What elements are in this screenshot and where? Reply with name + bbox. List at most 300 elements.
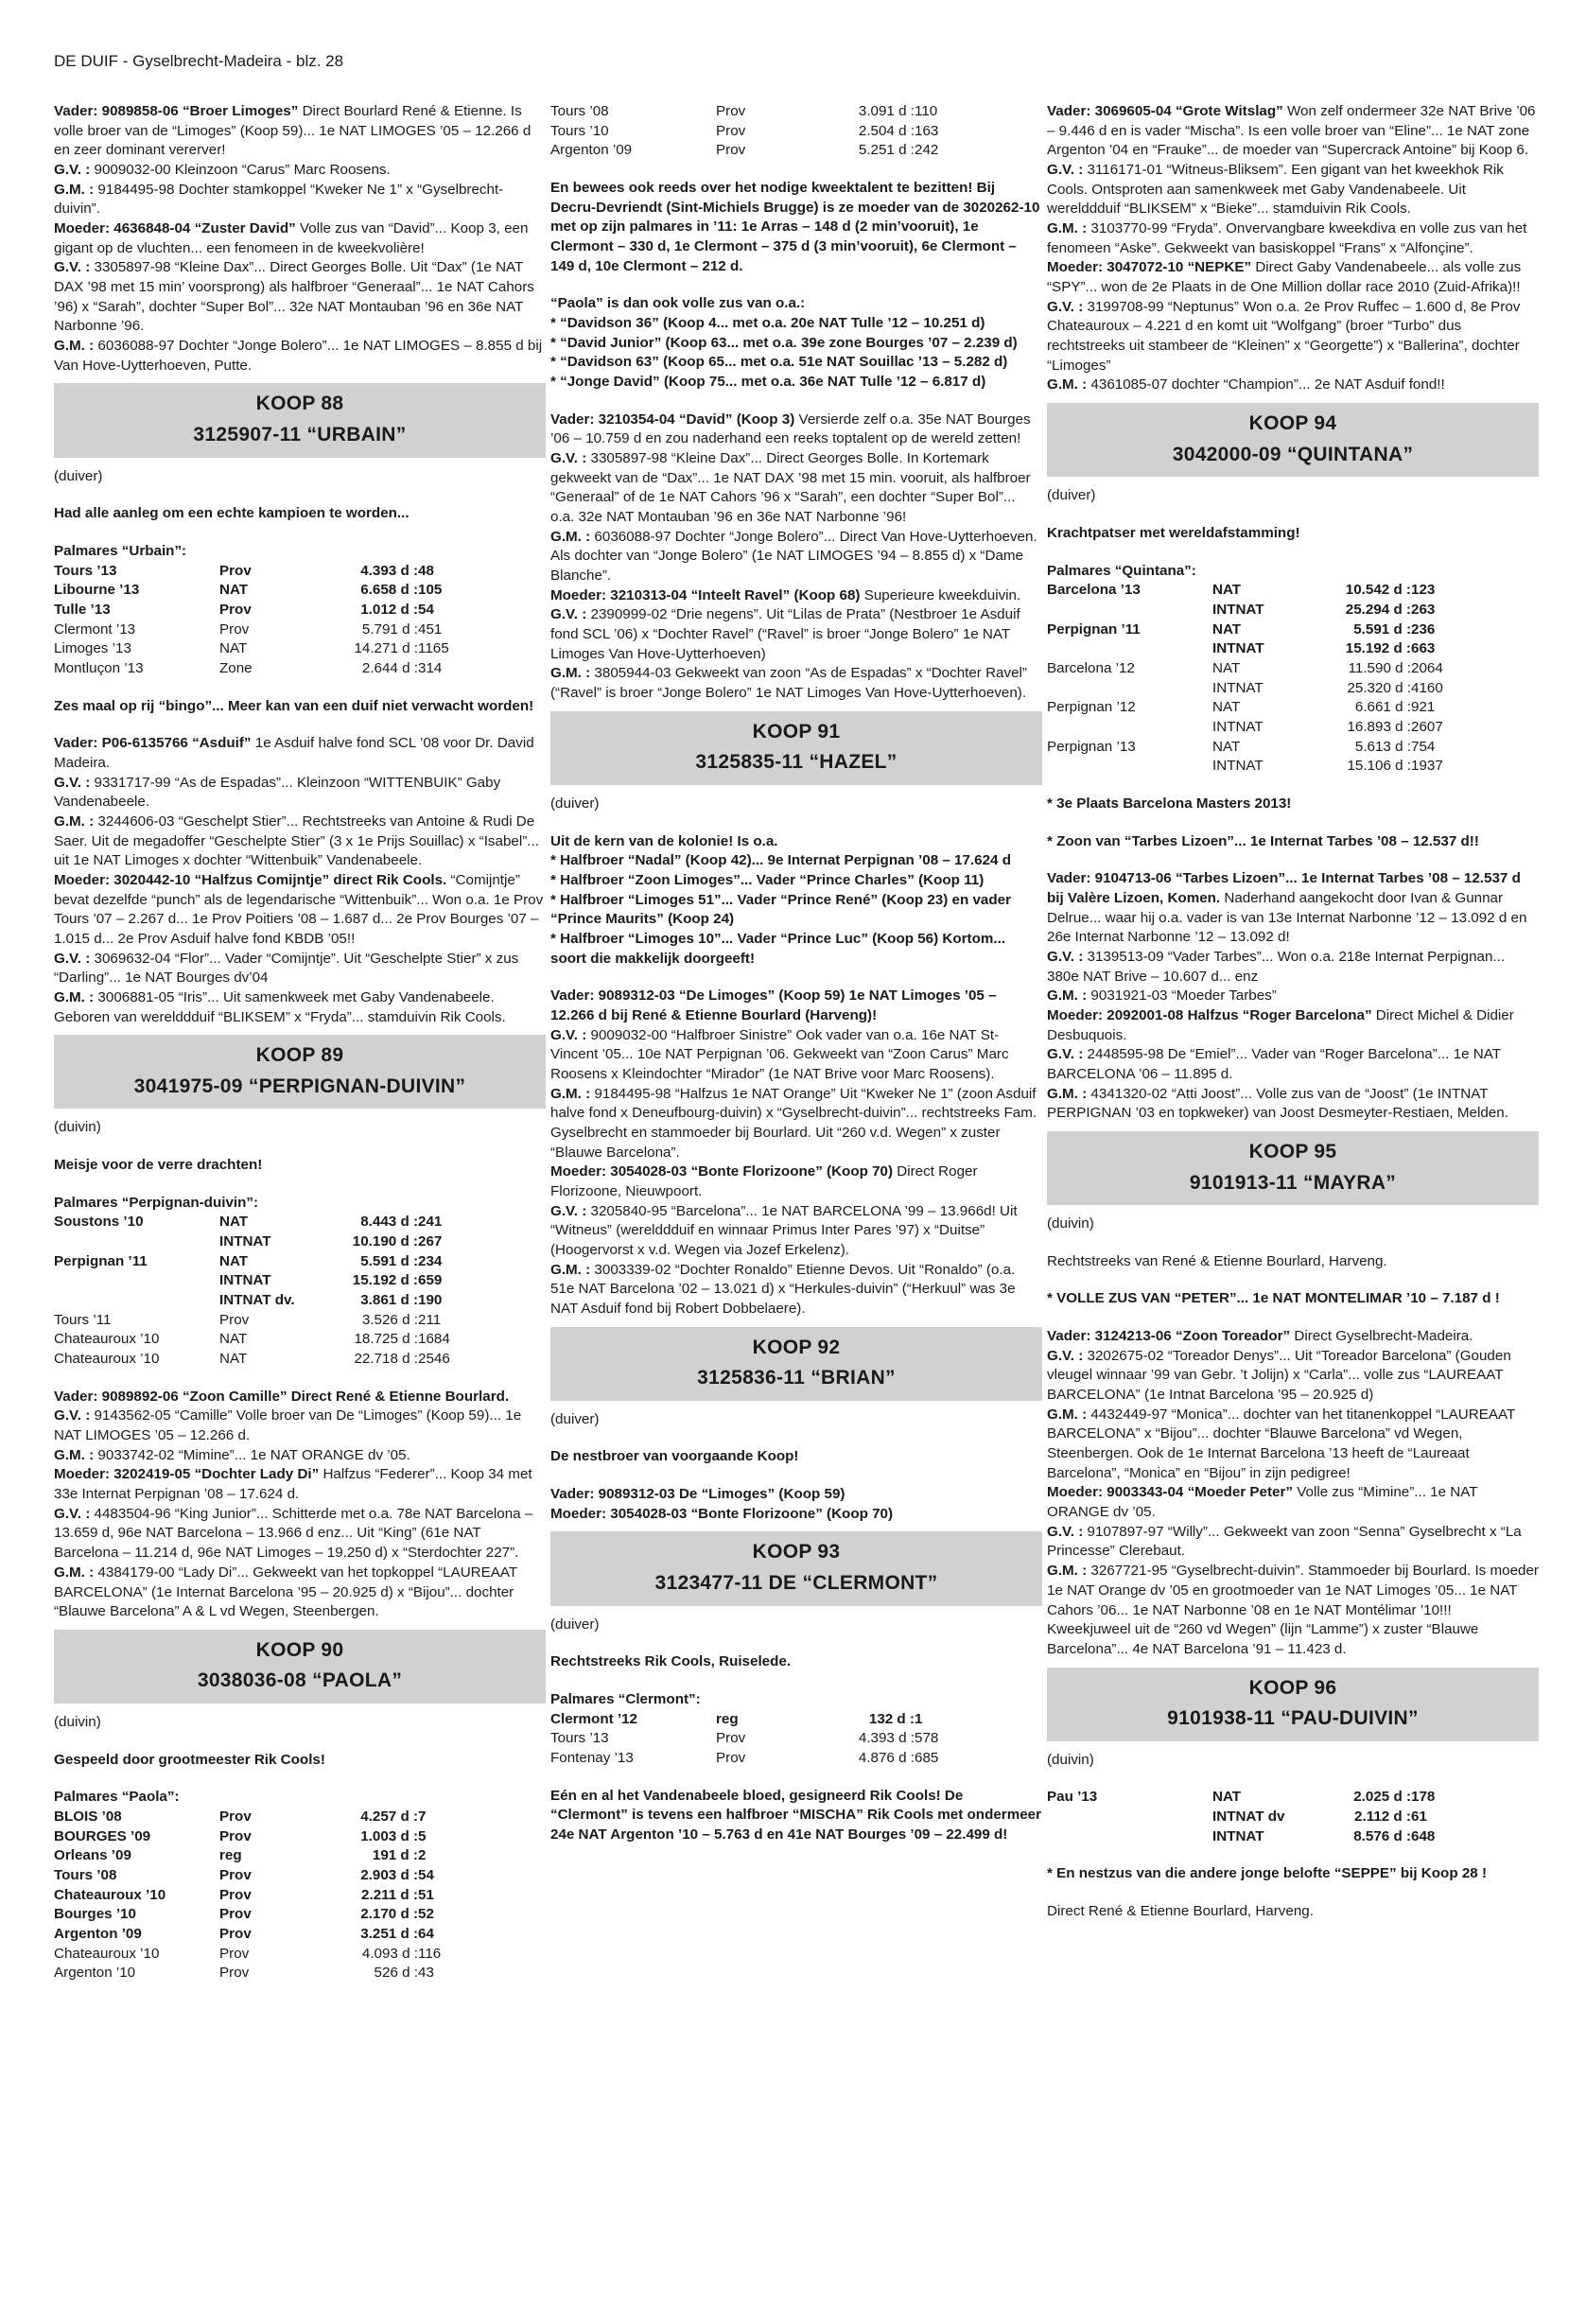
table-row: [54, 1232, 513, 1252]
lot-header: [1047, 1668, 1539, 1741]
table-cell: 163: [915, 122, 939, 139]
bold-text: G.V. :: [54, 1505, 91, 1522]
lot-number: KOOP 91: [752, 720, 841, 743]
bold-text: G.M. :: [54, 813, 95, 830]
spacer: [1047, 1884, 1539, 1902]
table-cell: Tours ’13: [54, 562, 117, 579]
text-run: Superieure kweekduivin.: [863, 586, 1021, 603]
table-cell: Prov: [219, 1886, 252, 1903]
bold-text: Vader: 9089312-03 De “Limoges” (Koop 59): [550, 1486, 845, 1503]
table-cell: 3.251 d :: [360, 1925, 418, 1942]
spacer: [54, 1370, 546, 1388]
paragraph: [54, 1388, 546, 1407]
spacer: [54, 486, 546, 504]
paragraph: [54, 813, 546, 871]
lot-number: KOOP 94: [1248, 412, 1337, 435]
bold-text: G.V. :: [550, 450, 587, 467]
text-run: 3139513-09 “Vader Tarbes”... Won o.a. 218e Internat Perpignan... 380e NAT Brive – 10.607 d... enz: [1047, 948, 1506, 985]
table-cell: 54: [418, 1866, 434, 1883]
bold-text: * VOLLE ZUS VAN “PETER”... 1e NAT MONTELIMAR ’10 – 7.187 d !: [1047, 1290, 1500, 1307]
text-run: “Comijntje” bevat dezelfde “punch” als de legendarische “Wittenbuik”... Won o.a. 1e Prov Tours ’07 – 2.267 d... 1e Prov Poitiers ’08 – 1.687 d... 2e Prov Bourges ’07 – 1.015 d... 2e Prov Asduif halve fond KBDB ’05!!: [54, 871, 544, 947]
table-cell: 263: [1411, 601, 1436, 618]
table-cell: [1047, 1827, 1212, 1847]
bold-text: G.V. :: [1047, 1046, 1084, 1063]
text-run: 1e Asduif halve fond SCL ’08 voor Dr. David Madeira.: [54, 735, 534, 771]
spacer: [1047, 506, 1539, 524]
text-run: 3103770-99 “Fryda”. Onvervangbare kweekdiva en volle zus van het fenomeen “Aske”. Gekweekt van basiskoppel “Frans” x “Alfonçine”.: [1047, 220, 1527, 256]
paragraph: [54, 1788, 546, 1808]
spacer: [1047, 1770, 1539, 1788]
bold-text: * Halfbroer “Nadal” (Koop 42)... 9e Internat Perpignan ’08 – 17.624 d: [550, 852, 1011, 869]
bold-text: Krachtpatser met wereldafstamming!: [1047, 524, 1300, 541]
lot-header: [1047, 403, 1539, 477]
table-cell: NAT: [1212, 699, 1241, 716]
table-cell: 5.251 d :: [858, 142, 915, 159]
text-run: Volle zus van “David”... Koop 3, een gigant op de vluchten... een fenomeen in de kweekvolière!: [54, 220, 529, 256]
text-run: 6036088-97 Dochter “Jonge Bolero”... 1e NAT LIMOGES – 8.855 d bij Van Hove-Uytterhoeven, Putte.: [54, 338, 543, 374]
bold-text: G.M. :: [54, 1564, 95, 1581]
table-cell: 754: [1411, 738, 1436, 755]
paragraph: [1047, 1347, 1539, 1406]
paragraph: [1047, 1562, 1539, 1659]
table-cell: 5.791 d :: [361, 620, 418, 638]
text-run: 3244606-03 “Geschelpt Stier”... Rechtstreeks van Antoine & Rudi De Saer. Uit de megadoffer “Geschelpte Stier” (3 x 1e Prijs Souillac) x “Isabel”... uit 1e NAT Limoges x dochter “Wittenbuik” Vandenabeele.: [54, 813, 539, 869]
text-run: 3205840-95 “Barcelona”... 1e NAT BARCELONA ’99 – 13.966d! Uit “Witneus” (werelddduif en winnaar Primus Inter Pares ’97) x “Duitse” (Hoogervorst x v.d. Wegen via Jozef Erkelenz).: [550, 1202, 1018, 1259]
table-row: [550, 141, 1009, 161]
text-run: 3305897-98 “Kleine Dax”... Direct Georges Bolle. Uit “Dax” (1e NAT DAX ’98 met 15 min’ voorsprong) als halfbroer “Generaal”... 1e NAT Cahors ’96) x “Sarah”, dochter “Super Bol”... 32e NAT Montauban ’96 en 36e NAT Narbonne ’96.: [54, 259, 534, 335]
table-cell: Prov: [716, 103, 746, 119]
paragraph: [1047, 524, 1539, 544]
bold-text: Moeder: 3210313-04 “Inteelt Ravel” (Koop 68): [550, 586, 861, 603]
table-cell: Zone: [219, 659, 253, 676]
text-run: Direct Bourlard René & Etienne. Is volle broer van de “Limoges” (Koop 59)... 1e NAT LIMOGES ’05 – 12.266 d en zeer dominant vererver!: [54, 103, 532, 159]
table-row: [54, 1945, 513, 1965]
table-cell: Prov: [219, 1311, 250, 1328]
table-cell: 6.658 d :: [360, 582, 418, 599]
table-cell: 5: [418, 1827, 427, 1844]
table-row: [54, 1350, 513, 1370]
table-row: [54, 1886, 513, 1906]
table-cell: Fontenay ’13: [550, 1749, 634, 1766]
paragraph: [550, 851, 1042, 871]
paragraph: [54, 1751, 546, 1771]
paragraph: [54, 337, 546, 376]
bold-text: G.M. :: [1047, 987, 1088, 1005]
paragraph: [54, 988, 546, 1027]
table-row: [54, 1866, 513, 1886]
table-cell: 15.192 d :: [352, 1272, 418, 1289]
table-cell: 16.893 d :: [1347, 718, 1411, 735]
spacer: [54, 1733, 546, 1751]
table-cell: 4.257 d :: [360, 1808, 418, 1825]
bold-text: Rechtstreeks Rik Cools, Ruiselede.: [550, 1653, 792, 1670]
lot-ring-name: 3125907-11 “URBAIN”: [193, 423, 407, 446]
bold-text: Uit de kern van de kolonie! Is o.a.: [550, 832, 778, 849]
table-row: [54, 659, 513, 679]
table-row: [550, 122, 1009, 142]
bold-text: Had alle aanleg om een echte kampioen te worden...: [54, 505, 410, 522]
bold-text: G.M. :: [54, 181, 95, 198]
table-row: [550, 102, 1009, 122]
spacer: [1047, 544, 1539, 562]
bold-text: Vader: 3069605-04 “Grote Witslag”: [1047, 103, 1283, 119]
table-cell: NAT: [219, 582, 249, 599]
lot-ring-name: 9101913-11 “MAYRA”: [1189, 1171, 1397, 1194]
palmares-table: [1047, 581, 1506, 777]
bold-text: G.V. :: [550, 1202, 587, 1219]
bold-text: * Halfbroer “Limoges 51”... Vader “Prince René” (Koop 23) en vader “Prince Maurits” (Koop 24): [550, 891, 1011, 928]
table-cell: INTNAT: [1212, 1827, 1264, 1844]
table-cell: Tours ’08: [550, 103, 609, 119]
lot-ring-name: 3038036-08 “PAOLA”: [197, 1669, 403, 1692]
text-run: Naderhand aangekocht door Ivan & Gunnar Delrue... waar hij o.a. vader is van 13e Internat Narbonne ’12 – 13.092 d en 26e Internat Narbonne ’12 – 13.092 d!: [1047, 889, 1527, 946]
text-run: Direct Gaby Vandenabeele... als volle zus “SPY”... won de 2e Plaats in de One Million dollar race 2010 (Zuid-Afrika)!!: [1047, 259, 1522, 296]
table-cell: [1047, 718, 1212, 738]
paragraph: [550, 294, 1042, 314]
text-run: Direct Roger Florizoone, Nieuwpoort.: [550, 1163, 978, 1199]
table-cell: INTNAT: [1212, 758, 1264, 775]
bold-text: G.V. :: [1047, 1347, 1084, 1364]
lot-header: [54, 383, 546, 457]
bold-text: Palmares “Urbain”:: [54, 542, 187, 559]
spacer: [1047, 814, 1539, 832]
table-cell: 2064: [1411, 659, 1443, 676]
paragraph: [550, 987, 1042, 1025]
paragraph: [550, 353, 1042, 373]
table-cell: reg: [219, 1847, 242, 1864]
text-run: 3006881-05 “Iris”... Uit samenkweek met Gaby Vandenabeele. Geboren van werelddduif “BLIKSEM” x “Fryda”... stamduivin Rik Cools.: [54, 988, 506, 1025]
bold-text: * “Davidson 36” (Koop 4... met o.a. 20e NAT Tulle ’12 – 10.251 d): [550, 315, 985, 332]
table-cell: NAT: [219, 1252, 249, 1269]
bold-text: Vader: 9104713-06 “Tarbes Lizoen”... 1e Internat Tarbes ’08 – 12.537 d bij Valère Lizoen, Komen.: [1047, 870, 1521, 906]
table-cell: 110: [915, 103, 938, 119]
paragraph: [550, 1085, 1042, 1163]
table-cell: NAT: [219, 1331, 248, 1348]
palmares-table: [550, 1710, 1009, 1769]
bold-text: * 3e Plaats Barcelona Masters 2013!: [1047, 795, 1292, 812]
table-row: [54, 639, 513, 659]
table-cell: Prov: [219, 562, 252, 579]
paragraph: [1047, 1252, 1539, 1272]
table-cell: 451: [418, 620, 443, 638]
bold-text: Zes maal op rij “bingo”... Meer kan van een duif niet verwacht worden!: [54, 697, 534, 714]
paragraph: [550, 411, 1042, 449]
paragraph: [550, 1026, 1042, 1085]
gender-label: (duivin): [54, 1119, 101, 1136]
palmares-table: [54, 1808, 513, 1983]
table-row: [1047, 1827, 1506, 1847]
paragraph: [1047, 1483, 1539, 1522]
table-cell: Perpignan ’13: [1047, 738, 1136, 755]
spacer: [550, 393, 1042, 411]
table-cell: NAT: [1212, 738, 1241, 755]
table-row: [54, 1311, 513, 1331]
bold-text: G.V. :: [550, 606, 587, 623]
lot-ring-name: 3042000-09 “QUINTANA”: [1172, 443, 1414, 465]
paragraph: [550, 314, 1042, 334]
table-cell: 2.211 d :: [361, 1886, 418, 1903]
table-row: [54, 1291, 513, 1311]
bold-text: G.M. :: [1047, 1563, 1088, 1580]
table-row: [54, 562, 513, 582]
table-cell: Tours ’08: [54, 1866, 117, 1883]
paragraph: [1047, 376, 1539, 395]
lot-header: [1047, 1131, 1539, 1205]
table-row: [54, 620, 513, 640]
paragraph: [550, 832, 1042, 852]
table-cell: 578: [915, 1730, 939, 1747]
paragraph: [550, 179, 1042, 276]
text-run: 2448595-98 De “Emiel”... Vader van “Roger Barcelona”... 1e NAT BARCELONA ’06 – 11.895 d.: [1047, 1046, 1501, 1082]
text-run: 9184495-98 Dochter stamkoppel “Kweker Ne 1” x “Gyselbrecht-duivin”.: [54, 181, 504, 218]
paragraph: [550, 1202, 1042, 1261]
table-cell: 132 d :: [868, 1710, 915, 1727]
table-cell: Clermont ’13: [54, 620, 136, 638]
table-cell: 5.613 d :: [1354, 738, 1411, 755]
gender-label: (duiver): [550, 1410, 600, 1427]
bold-text: Vader: 9089858-06 “Broer Limoges”: [54, 103, 299, 119]
paragraph: [1047, 987, 1539, 1006]
table-cell: 178: [1411, 1789, 1436, 1806]
column-1: [54, 102, 546, 1983]
table-cell: Prov: [716, 1749, 746, 1766]
bold-text: Meisje voor de verre drachten!: [54, 1157, 263, 1174]
paragraph: [54, 1194, 546, 1214]
text-run: 9107897-97 “Willy”... Gekweekt van zoon “Senna” Gyselbrecht x “La Princesse” Clerebaut.: [1047, 1523, 1522, 1560]
paragraph: [1047, 1864, 1539, 1884]
table-row: [54, 1925, 513, 1945]
table-cell: 2.112 d :: [1354, 1808, 1411, 1825]
table-cell: 7: [418, 1808, 427, 1825]
lot-number: KOOP 95: [1248, 1140, 1337, 1162]
table-row: [54, 1213, 513, 1232]
table-cell: Prov: [219, 601, 252, 618]
table-cell: 3.091 d :: [858, 103, 915, 119]
table-cell: [54, 1291, 219, 1311]
table-cell: 3.861 d :: [360, 1292, 418, 1309]
spacer: [550, 161, 1042, 179]
lot-header: [550, 1327, 1042, 1401]
table-cell: INTNAT dv: [1212, 1808, 1285, 1825]
gender-label: (duiver): [54, 467, 103, 484]
paragraph: [1047, 832, 1539, 852]
table-cell: [54, 1271, 219, 1291]
paragraph: [54, 1465, 546, 1504]
table-cell: Prov: [219, 1965, 250, 1982]
bold-text: G.M. :: [1047, 1085, 1088, 1102]
bold-text: * Halfbroer “Limoges 10”... Vader “Prince Luc” (Koop 56) Kortom... soort die makkelijk doorgeeft!: [550, 930, 1006, 967]
table-cell: INTNAT: [219, 1233, 271, 1250]
paragraph: [54, 697, 546, 717]
table-cell: 15.192 d :: [1345, 640, 1411, 657]
table-cell: 4.093 d :: [361, 1945, 418, 1962]
text-run: 9009032-00 Kleinzoon “Carus” Marc Roosens.: [94, 162, 391, 179]
table-row: [54, 1808, 513, 1827]
table-row: [1047, 1808, 1506, 1827]
paragraph: [54, 504, 546, 524]
table-cell: INTNAT: [1212, 679, 1264, 696]
text-run: 9143562-05 “Camille” Volle broer van De “Limoges” (Koop 59)... 1e NAT LIMOGES ’05 – 12.266 d.: [54, 1407, 522, 1444]
paragraph: [54, 219, 546, 258]
text-run: 9184495-98 “Halfzus 1e NAT Orange” Uit “Kweker Ne 1” (zoon Asduif halve fond x Deneufbourg-duivin) x “Gyselbrecht-duivin”... rechtstreeks Fam. Gyselbrecht en stammoeder bij Bourlard. Uit “260 v.d. Wegen” x zuster “Blauwe Barcelona”.: [550, 1085, 1037, 1161]
paragraph: [54, 734, 546, 773]
spacer: [1047, 1234, 1539, 1252]
table-cell: 61: [1411, 1808, 1427, 1825]
bold-text: Palmares “Perpignan-duivin”:: [54, 1194, 259, 1211]
text-run: Rechtstreeks van René & Etienne Bourlard, Harveng.: [1047, 1252, 1387, 1269]
table-cell: 234: [418, 1252, 443, 1269]
lot-number: KOOP 89: [255, 1044, 344, 1067]
table-row: [1047, 698, 1506, 718]
paragraph: [550, 664, 1042, 703]
spacer: [550, 1429, 1042, 1447]
bold-text: G.M. :: [54, 988, 95, 1005]
paragraph: [1047, 1085, 1539, 1124]
table-cell: 242: [915, 142, 939, 159]
table-cell: 1.012 d :: [360, 601, 418, 618]
paragraph: [550, 930, 1042, 969]
bold-text: G.M. :: [550, 1085, 591, 1102]
table-cell: NAT: [219, 1351, 248, 1368]
spacer: [54, 1770, 546, 1788]
text-run: 3199708-99 “Neptunus” Won o.a. 2e Prov Ruffec – 1.600 d, 8e Prov Chateauroux – 4.221 d en komt uit “Wolfgang” (broer “Turbo” dus rechtstreeks uit stambeer de “Kleinen” x “Georgette”) x “Ballerina”, dochter “Limoges”: [1047, 298, 1521, 374]
table-row: [1047, 718, 1506, 738]
bold-text: Moeder: 2092001-08 Halfzus “Roger Barcelona”: [1047, 1006, 1372, 1023]
table-row: [54, 1330, 513, 1350]
table-row: [550, 1710, 1009, 1730]
spacer: [54, 1176, 546, 1194]
table-cell: Prov: [219, 1808, 252, 1825]
bold-text: G.V. :: [550, 1026, 587, 1043]
table-row: [1047, 659, 1506, 679]
bold-text: G.V. :: [54, 1407, 91, 1424]
table-cell: 2607: [1411, 718, 1443, 735]
table-cell: 2.170 d :: [360, 1906, 418, 1923]
paragraph: [1047, 795, 1539, 814]
table-cell: [1047, 679, 1212, 699]
bold-text: G.V. :: [54, 774, 91, 791]
palmares-table: [1047, 1788, 1506, 1846]
text-run: 3805944-03 Gekweekt van zoon “As de Espadas” x “Dochter Ravel” (“Ravel” is broer “Jonge Bolero” 1e NAT Limoges Van Hove-Uytterhoeven).: [550, 665, 1027, 702]
table-row: [1047, 757, 1506, 777]
text-run: 6036088-97 Dochter “Jonge Bolero”... Direct Van Hove-Uytterhoeven. Als dochter van “Jonge Bolero” (1e NAT LIMOGES ’94 – 8.855 d) x “Dame Blanche”.: [550, 528, 1037, 585]
paragraph: [550, 1261, 1042, 1319]
table-cell: NAT: [219, 640, 248, 657]
text-run: 9331717-99 “As de Espadas”... Kleinzoon “WITTENBUIK” Gaby Vandenabeele.: [54, 774, 501, 811]
paragraph: [54, 181, 546, 219]
bold-text: * Halfbroer “Zoon Limoges”... Vader “Prince Charles” (Koop 11): [550, 871, 985, 888]
table-cell: [1047, 639, 1212, 659]
paragraph: [1047, 1289, 1539, 1309]
bold-text: Vader: P06-6135766 “Asduif”: [54, 735, 252, 752]
spacer: [550, 1672, 1042, 1690]
paragraph: [550, 449, 1042, 528]
table-cell: INTNAT: [1212, 640, 1264, 657]
text-run: Versierde zelf o.a. 35e NAT Bourges ’06 – 10.759 d en zou naderhand een reeks toptalent op de wereld zetten!: [550, 411, 1031, 447]
table-cell: Pau ’13: [1047, 1789, 1098, 1806]
table-cell: Tours ’13: [550, 1730, 609, 1747]
bold-text: En bewees ook reeds over het nodige kweektalent te bezitten! Bij Decru-Devriendt (Sint-Michiels Brugge) is ze moeder van de 3020262-10 met op zijn palmares in ’11: 1e Arras – 148 d (2 min’vooruit), 1e Clermont – 330 d, 1e Clermont – 375 d (3 min’vooruit), 6e Clermont – 149 d, 10e Clermont – 212 d.: [550, 180, 1040, 274]
table-cell: Tulle ’13: [54, 601, 111, 618]
table-cell: 11.590 d :: [1348, 659, 1411, 676]
lot-number: KOOP 90: [255, 1638, 344, 1661]
bold-text: Gespeeld door grootmeester Rik Cools!: [54, 1751, 325, 1768]
spacer: [550, 276, 1042, 294]
bold-text: * “Jonge David” (Koop 75... met o.a. 36e NAT Tulle ’12 – 6.817 d): [550, 374, 986, 391]
bold-text: Eén en al het Vandenabeele bloed, gesigneerd Rik Cools! De “Clermont” is tevens een halfbroer “MISCHA” Rik Cools met ondermeer 24e NAT Argenton ’10 – 5.763 d en 41e NAT Bourges ’09 – 22.499 d!: [550, 1787, 1042, 1843]
table-cell: NAT: [219, 1214, 249, 1231]
table-cell: 1.003 d :: [360, 1827, 418, 1844]
table-cell: 241: [418, 1214, 443, 1231]
table-cell: [1047, 601, 1212, 620]
table-cell: 10.542 d :: [1345, 582, 1411, 599]
paragraph: [1047, 219, 1539, 258]
table-cell: reg: [716, 1710, 739, 1727]
paragraph: [54, 1407, 546, 1445]
lot-number: KOOP 92: [752, 1336, 841, 1358]
paragraph: [1047, 1327, 1539, 1347]
bold-text: Palmares “Paola”:: [54, 1789, 180, 1806]
text-run: 9031921-03 “Moeder Tarbes”: [1090, 987, 1277, 1005]
text-run: 4432449-97 “Monica”... dochter van het titanenkoppel “LAUREAAT BARCELONA” x “Bijou”... dochter “Blauwe Barcelona” vd Wegen, Steenbergen. Ook de 1e Internat Barcelona ’13 heeft de “Laureaat Barcelona”, “Monica” en “Bijou” in zijn pedigree!: [1047, 1406, 1515, 1481]
spacer: [54, 524, 546, 542]
text-run: 9009032-00 “Halfbroer Sinistre” Ook vader van o.a. 16e NAT St-Vincent ’05... 10e NAT Perpignan ’06. Gekweekt van “Zoon Carus” Marc Roosens x Kleindochter “Mirador” (1e NAT Brive voor Marc Roosens).: [550, 1026, 1009, 1082]
text-run: 4384179-00 “Lady Di”... Gekweekt van het topkoppel “LAUREAAT BARCELONA” (1e Internat Barcelona ’95 – 20.925 d) x “Bijou”... dochter “Blauwe Barcelona” A & L vd Wegen, Steenbergen.: [54, 1564, 517, 1620]
table-cell: 8.443 d :: [360, 1214, 418, 1231]
table-cell: 48: [418, 562, 434, 579]
table-cell: Perpignan ’11: [54, 1252, 148, 1269]
table-cell: Soustons ’10: [54, 1214, 144, 1231]
table-cell: 25.294 d :: [1345, 601, 1411, 618]
table-cell: 18.725 d :: [354, 1331, 418, 1348]
table-row: [1047, 639, 1506, 659]
paragraph: [54, 774, 546, 813]
bold-text: G.V. :: [54, 950, 91, 967]
table-cell: 5.591 d :: [1353, 620, 1411, 638]
table-row: [1047, 679, 1506, 699]
bold-text: Moeder: 3054028-03 “Bonte Florizoone” (Koop 70): [550, 1163, 894, 1180]
table-cell: 116: [418, 1945, 442, 1962]
table-cell: Prov: [716, 122, 746, 139]
bold-text: G.M. :: [550, 1261, 591, 1278]
lot-ring-name: 3041975-09 “PERPIGNAN-DUIVIN”: [133, 1075, 466, 1097]
bold-text: G.V. :: [54, 259, 91, 276]
paragraph: [1047, 869, 1539, 948]
table-cell: 526 d :: [374, 1965, 418, 1982]
text-run: Halfzus “Federer”... Koop 34 met 33e Internat Perpignan ’08 – 17.624 d.: [54, 1466, 532, 1503]
bold-text: G.M. :: [1047, 1406, 1088, 1423]
gender-label: (duivin): [54, 1713, 101, 1730]
paragraph: [550, 605, 1042, 664]
table-cell: 43: [418, 1965, 434, 1982]
table-cell: Limoges ’13: [54, 640, 131, 657]
gender-label: (duiver): [550, 1616, 600, 1633]
table-cell: Chateauroux ’10: [54, 1331, 160, 1348]
paragraph: [550, 891, 1042, 930]
table-row: [1047, 620, 1506, 640]
lot-ring-name: 9101938-11 “PAU-DUIVIN”: [1167, 1707, 1419, 1730]
bold-text: G.V. :: [1047, 162, 1084, 179]
table-cell: Clermont ’12: [550, 1710, 637, 1727]
table-cell: 1684: [418, 1331, 450, 1348]
bold-text: G.M. :: [1047, 376, 1088, 393]
bold-text: Moeder: 3047072-10 “NEPKE”: [1047, 259, 1252, 276]
paragraph: [1047, 298, 1539, 376]
spacer: [1047, 1309, 1539, 1327]
bold-text: G.V. :: [1047, 298, 1084, 315]
paragraph: [550, 1787, 1042, 1845]
table-cell: 2: [418, 1847, 427, 1864]
